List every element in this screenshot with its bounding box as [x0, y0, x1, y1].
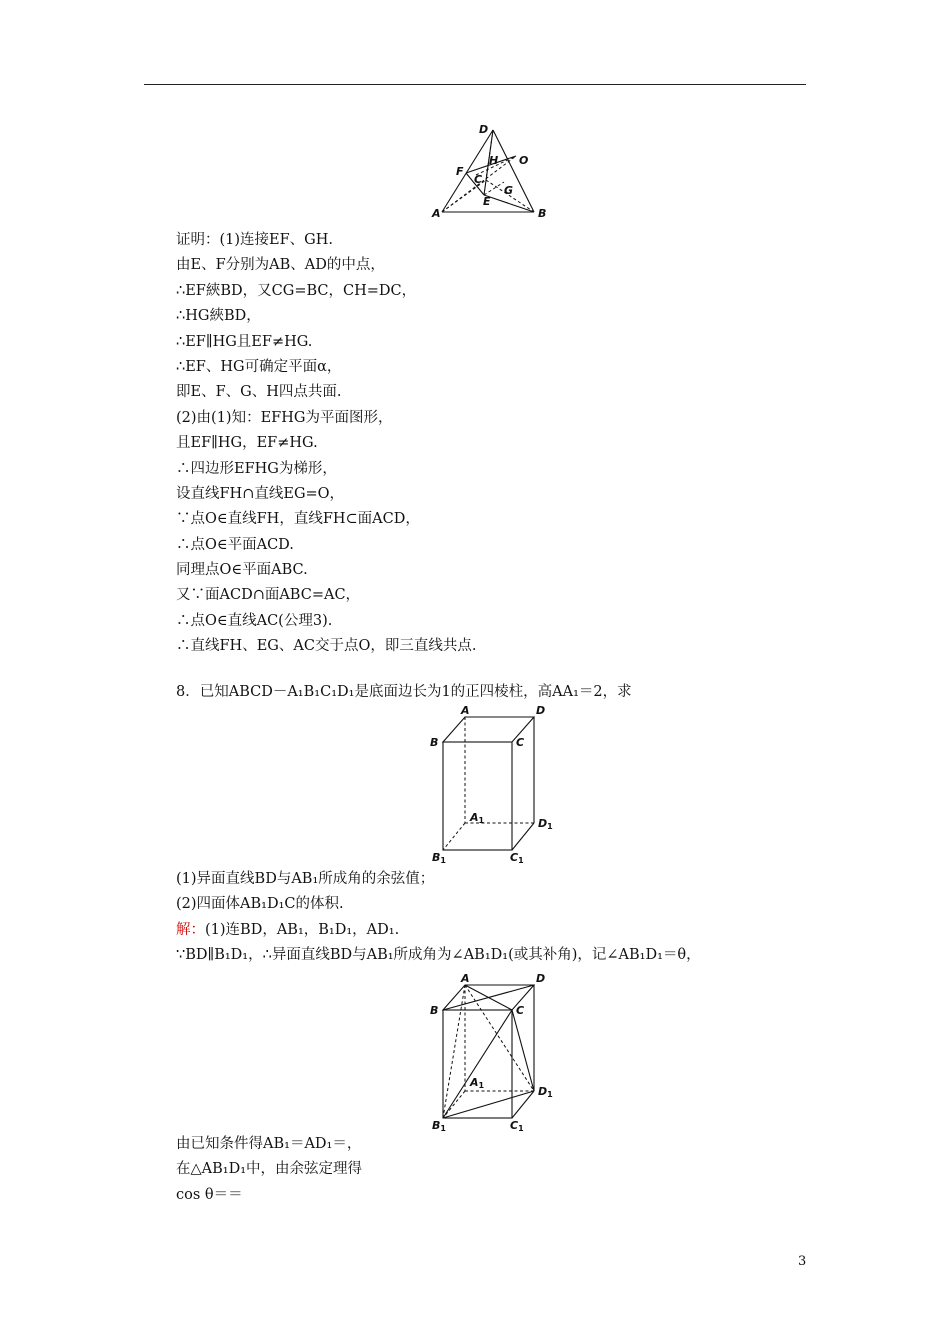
vertex-label-C1: C1: [510, 1119, 524, 1133]
proof-line: 且EF∥HG，EF≠HG.: [176, 435, 318, 452]
proof-line: ∵点O∈直线FH，直线FH⊂面ACD，: [176, 511, 420, 528]
vertex-label-C: C: [474, 173, 483, 186]
page-number: 3: [798, 1254, 807, 1269]
tetrahedron-figure: [430, 120, 560, 225]
proof-line: 设直线FH∩直线EG=O，: [176, 485, 345, 502]
problem-statement: 8．已知ABCD－A₁B₁C₁D₁是底面边长为1的正四棱柱，高AA₁＝2，求: [176, 684, 632, 700]
proof-line: ∴点O∈平面ACD.: [176, 536, 294, 553]
prism-figure: [428, 706, 558, 866]
solution-line: 由已知条件得AB₁＝AD₁＝，: [176, 1136, 362, 1152]
proof-line: 同理点O∈平面ABC.: [176, 562, 308, 579]
proof-line: ∴EF、HG可确定平面α，: [176, 358, 342, 375]
proof-text: [176, 228, 476, 660]
vertex-label-B: B: [430, 1004, 439, 1017]
solution-line: 解：(1)连BD，AB₁，B₁D₁，AD₁.: [176, 921, 400, 938]
vertex-label-A1: A1: [470, 811, 485, 825]
problem8-statement: [176, 680, 632, 705]
vertex-label-F: F: [456, 165, 464, 178]
solution-line: cos θ＝＝: [176, 1186, 243, 1203]
proof-line: (2)由(1)知：EFHG为平面图形，: [176, 409, 393, 426]
vertex-label-E: E: [483, 195, 491, 208]
solution-line: ∵BD∥B₁D₁，∴异面直线BD与AB₁所成角为∠AB₁D₁(或其补角)，记∠AB₁D₁＝θ，: [176, 947, 701, 964]
vertex-label-H: H: [489, 154, 499, 167]
vertex-label-O: O: [519, 154, 529, 167]
proof-line: ∴点O∈直线AC(公理3).: [176, 612, 333, 629]
vertex-label-D1: D1: [538, 817, 553, 831]
vertex-label-B1: B1: [432, 1119, 446, 1133]
vertex-label-B1: B1: [432, 851, 446, 865]
solution-line: 在△AB₁D₁中，由余弦定理得: [176, 1161, 363, 1178]
proof-line: ∴HG綊BD，: [176, 308, 261, 325]
vertex-label-D1: D1: [538, 1085, 553, 1099]
vertex-label-C: C: [516, 736, 525, 749]
vertex-label-D: D: [536, 704, 546, 717]
proof-line: ∴直线FH、EG、AC交于点O，即三直线共点.: [176, 638, 477, 655]
prism-diagonals-figure: [428, 974, 558, 1134]
vertex-label-A: A: [461, 704, 470, 717]
proof-line: ∴EF∥HG且EF≠HG.: [176, 333, 313, 350]
question-line: (1)异面直线BD与AB₁所成角的余弦值；: [176, 871, 435, 887]
vertex-label-A: A: [432, 207, 441, 220]
proof-line: ∴四边形EFHG为梯形，: [176, 460, 337, 477]
vertex-label-C: C: [516, 1004, 525, 1017]
proof-line: ∴EF綊BD，又CG=BC，CH=DC，: [176, 282, 417, 299]
vertex-label-A1: A1: [470, 1076, 485, 1090]
vertex-label-D: D: [536, 972, 546, 985]
solution-label: 解：: [176, 921, 205, 938]
vertex-label-B: B: [538, 207, 547, 220]
vertex-label-B: B: [430, 736, 439, 749]
question-line: (2)四面体AB₁D₁C的体积.: [176, 896, 344, 913]
proof-line: 即E、F、G、H四点共面.: [176, 384, 342, 401]
problem8-questions: [176, 867, 701, 969]
proof-line: 又∵面ACD∩面ABC=AC，: [176, 587, 361, 604]
proof-line: 证明：(1)连接EF、GH.: [176, 232, 334, 248]
vertex-label-G: G: [504, 184, 514, 197]
solution-continued: [176, 1132, 362, 1208]
vertex-label-A: A: [461, 972, 470, 985]
vertex-label-C1: C1: [510, 851, 524, 865]
proof-line: 由E、F分别为AB、AD的中点，: [176, 257, 385, 274]
vertex-label-D: D: [479, 123, 489, 136]
header-rule: [144, 84, 806, 85]
